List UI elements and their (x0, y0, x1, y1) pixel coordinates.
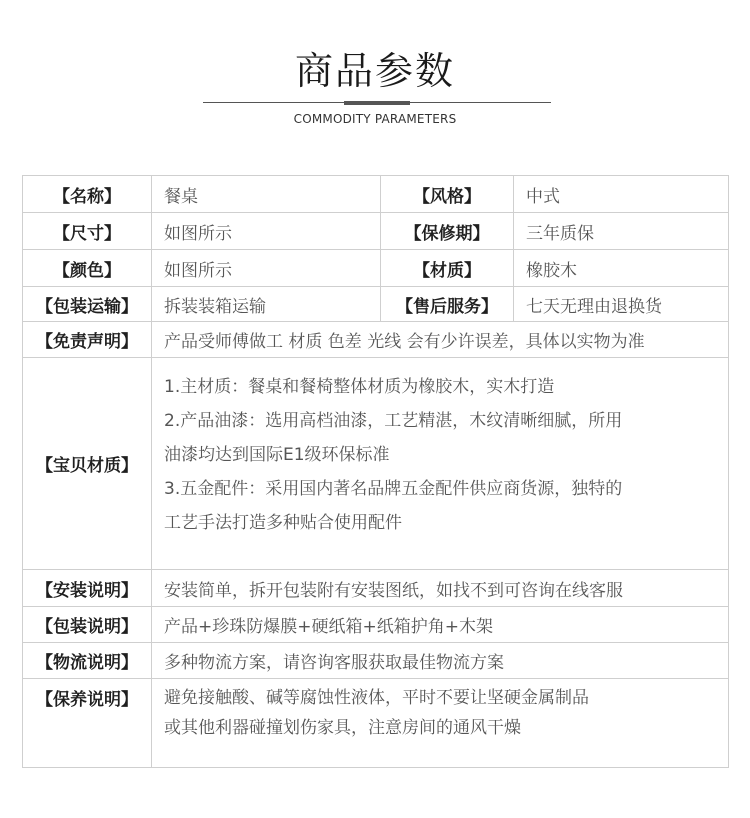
warranty-value: 三年质保 (514, 213, 729, 250)
material-line: 2.产品油漆：选用高档油漆，工艺精湛，木纹清晰细腻，所用 (164, 411, 623, 431)
name-label: 【名称】 (23, 176, 152, 213)
name-value: 餐桌 (152, 176, 381, 213)
size-value: 如图所示 (152, 213, 381, 250)
color-label: 【颜色】 (23, 250, 152, 287)
material-line: 1.主材质：餐桌和餐椅整体材质为橡胶木，实木打造 (164, 377, 555, 397)
table-row (23, 322, 729, 358)
style-label: 【风格】 (381, 176, 514, 213)
table-row (23, 679, 729, 768)
material-line: 3.五金配件：采用国内著名品牌五金配件供应商货源，独特的 (164, 479, 623, 499)
logistics-label: 【物流说明】 (23, 643, 152, 679)
logistics-value: 多种物流方案，请咨询客服获取最佳物流方案 (152, 643, 729, 679)
care-line: 避免接触酸、碱等腐蚀性液体，平时不要让坚硬金属制品 (164, 688, 589, 708)
warranty-label: 【保修期】 (381, 213, 514, 250)
shipping-label: 【包装运输】 (23, 287, 152, 322)
care-line: 或其他利器碰撞划伤家具，注意房间的通风干燥 (164, 718, 521, 738)
table-row (23, 643, 729, 679)
packaging-label: 【包装说明】 (23, 607, 152, 643)
page-title: 商品参数 (294, 49, 455, 93)
table-row (23, 358, 729, 570)
table-row (23, 213, 729, 250)
care-value (152, 679, 729, 768)
care-label: 【保养说明】 (23, 679, 152, 768)
disclaimer-label: 【免责声明】 (23, 322, 152, 358)
table-row (23, 607, 729, 643)
table-row (23, 570, 729, 607)
material-line: 工艺手法打造多种贴合使用配件 (164, 513, 402, 533)
baby-material-value (152, 358, 729, 570)
baby-material-label: 【宝贝材质】 (23, 358, 152, 570)
color-value: 如图所示 (152, 250, 381, 287)
after-sales-value: 七天无理由退换货 (514, 287, 729, 322)
disclaimer-value: 产品受师傅做工 材质 色差 光线 会有少许误差，具体以实物为准 (152, 322, 729, 358)
shipping-value: 拆装装箱运输 (152, 287, 381, 322)
install-label: 【安装说明】 (23, 570, 152, 607)
packaging-value: 产品+珍珠防爆膜+硬纸箱+纸箱护角+木架 (152, 607, 729, 643)
table-row (23, 250, 729, 287)
install-value: 安装简单，拆开包装附有安装图纸，如找不到可咨询在线客服 (152, 570, 729, 607)
parameters-table (22, 175, 729, 768)
style-value: 中式 (514, 176, 729, 213)
after-sales-label: 【售后服务】 (381, 287, 514, 322)
page-subtitle: COMMODITY PARAMETERS (293, 112, 457, 126)
table-row (23, 176, 729, 213)
size-label: 【尺寸】 (23, 213, 152, 250)
material-line: 油漆均达到国际E1级环保标准 (164, 445, 390, 465)
title-divider-accent (344, 101, 410, 105)
table-row (23, 287, 729, 322)
material-value: 橡胶木 (514, 250, 729, 287)
material-label: 【材质】 (381, 250, 514, 287)
